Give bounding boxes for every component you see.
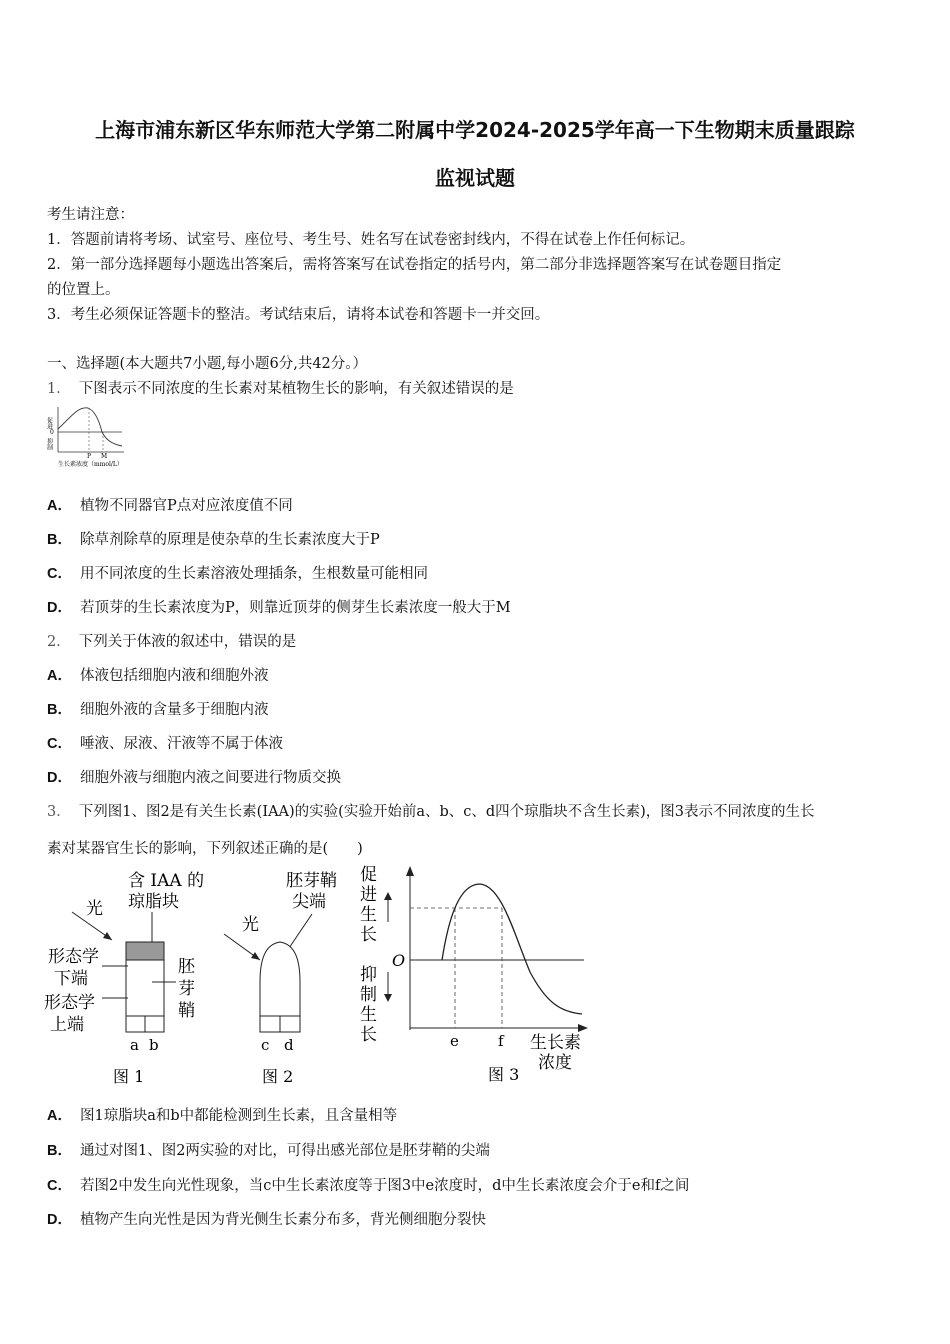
fig3-inhibit-1: 抑 [360,965,377,985]
question-2-text: 下列关于体液的叙述中，错误的是 [78,634,297,650]
fig3-inhibit-2: 制 [360,985,377,1005]
fig2-agar-block-c [260,1016,280,1032]
q1-option-d-text: 若顶芽的生长素浓度为P，则靠近顶芽的侧芽生长素浓度一般大于M [79,600,511,616]
fig2-label-c: c [261,1036,270,1054]
q2-option-d-text: 细胞外液与细胞内液之间要进行物质交换 [79,770,341,786]
q3-option-b[interactable] [47,1139,490,1160]
fig1-caption: 图 1 [113,1067,145,1086]
fig1-coleoptile-char-1: 胚 [178,957,195,977]
fig1-coleoptile-char-3: 鞘 [178,1001,195,1021]
fig2-light-label: 光 [242,915,259,935]
exam-title-line1: 上海市浦东新区华东师范大学第二附属中学2024-2025学年高一下生物期末质量跟踪 [95,118,855,142]
q1-xlabel: 生长素浓度（mmol/L） [58,461,123,468]
fig1-light-arrowhead [103,932,112,940]
fig2-agar-block-d [280,1016,300,1032]
fig1-iaa-label-1: 含 IAA 的 [128,871,205,891]
fig1-morph-upper-2: 上端 [50,1015,84,1035]
q2-option-a[interactable] [47,664,268,685]
notice-heading: 考生请注意： [47,207,134,223]
fig3-inhibit-3: 生 [360,1005,377,1025]
fig3-xlabel-1: 生长素 [530,1033,581,1053]
q1-option-c-text: 用不同浓度的生长素溶液处理插条，生根数量可能相同 [79,566,428,582]
q1-option-a-key: A． [47,498,72,514]
q3-option-b-text: 通过对图1、图2两实验的对比，可得出感光部位是胚芽鞘的尖端 [79,1143,490,1159]
fig3-y-arrowhead [406,866,414,876]
fig3-response-curve [442,884,582,1014]
figure-1 [44,871,204,1086]
fig1-morph-lower-2: 下端 [54,969,88,989]
fig3-label-e: e [450,1032,459,1050]
fig3-inhibit-4: 长 [360,1025,377,1045]
q2-option-c[interactable] [47,732,283,753]
q3-option-d-text: 植物产生向光性是因为背光侧生长素分布多，背光侧细胞分裂快 [79,1212,486,1228]
notice-item-2a: 2．第一部分选择题每小题选出答案后，需将答案写在试卷指定的括号内，第二部分非选择题答案写在试卷题目指定 [47,257,782,273]
q1-ylabel-zero: 0 [50,429,54,436]
q2-option-a-text: 体液包括细胞内液和细胞外液 [79,668,269,684]
q3-option-c-key: C． [47,1178,72,1194]
q2-option-b-key: B． [47,702,72,718]
question-2-stem [47,630,296,651]
q3-option-d[interactable] [47,1208,486,1229]
fig3-promote-2: 进 [360,885,377,905]
question-3-stem-line1 [47,800,815,821]
fig1-agar-block-a [126,1016,145,1032]
fig3-x-arrowhead [578,1024,588,1032]
q1-option-a-text: 植物不同器官P点对应浓度值不同 [79,498,293,514]
q1-option-b-text: 除草剂除草的原理是使杂草的生长素浓度大于P [79,532,380,548]
question-1-text: 下图表示不同浓度的生长素对某植物生长的影响，有关叙述错误的是 [78,381,514,397]
question-2-number: 2． [47,634,71,650]
fig1-morph-upper-1: 形态学 [44,993,95,1013]
q1-option-b[interactable] [47,528,380,549]
q1-option-c[interactable] [47,562,428,583]
question-1-number: 1． [47,381,71,397]
fig1-light-label: 光 [86,899,103,919]
fig3-promote-1: 促 [360,865,377,885]
q2-option-b-text: 细胞外液的含量多于细胞内液 [79,702,269,718]
fig1-morph-lower-1: 形态学 [48,947,99,967]
q3-option-a[interactable] [47,1104,397,1125]
q1-p-label: P [87,453,92,460]
fig1-coleoptile-char-2: 芽 [178,979,195,999]
fig3-promote-arrowhead [384,892,392,900]
question-3-number: 3． [47,804,71,820]
q1-ylabel-inhibit: 抑制 [45,438,53,450]
fig3-label-f: f [498,1032,504,1050]
q2-option-c-text: 唾液、尿液、汗液等不属于体液 [79,736,283,752]
fig3-origin-label: O [392,951,406,970]
q3-option-c-text: 若图2中发生向光性现象，当c中生长素浓度等于图3中e浓度时，d中生长素浓度会介于e和f之间 [79,1178,690,1194]
notice-item-3: 3．考生必须保证答题卡的整洁。考试结束后，请将本试卷和答题卡一并交回。 [47,307,550,323]
q3-option-a-key: A． [47,1108,72,1124]
q1-option-d-key: D． [47,600,72,616]
q2-option-d[interactable] [47,766,341,787]
q1-response-curve [58,408,122,446]
fig2-coleoptile [260,942,300,1016]
fig2-light-arrowhead [251,952,260,960]
question-3-stem-line2: 素对某器官生长的影响，下列叙述正确的是( ) [47,841,363,857]
q2-option-b[interactable] [47,698,268,719]
q1-ylabel-promote: 促进 [45,417,53,429]
question-1-figure [44,404,144,470]
figure-2 [224,871,337,1086]
notice-item-2b: 的位置上。 [47,282,120,298]
q3-option-d-key: D． [47,1212,72,1228]
exam-title-line2: 监视试题 [435,166,515,190]
fig3-xlabel-2: 浓度 [538,1053,572,1073]
q2-option-c-key: C． [47,736,72,752]
fig3-inhibit-arrowhead [384,994,392,1002]
fig3-promote-4: 长 [360,925,377,945]
question-3-text-1: 下列图1、图2是有关生长素(IAA)的实验(实验开始前a、b、c、d四个琼脂块不含生长素)，图3表示不同浓度的生长 [78,804,815,820]
section-heading: 一、选择题(本大题共7小题,每小题6分,共42分。） [47,356,368,372]
q1-option-c-key: C． [47,566,72,582]
fig3-promote-3: 生 [360,905,377,925]
fig2-label-d: d [284,1036,294,1054]
figure-3 [360,865,588,1084]
fig2-tip-label-1: 胚芽鞘 [286,871,337,891]
fig1-label-b: b [149,1036,159,1054]
q1-option-a[interactable] [47,494,293,515]
question-1-stem [47,377,514,398]
q1-option-d[interactable] [47,596,511,617]
q3-option-c[interactable] [47,1174,689,1195]
notice-item-1: 1．答题前请将考场、试室号、座位号、考生号、姓名写在试卷密封线内，不得在试卷上作任何标记。 [47,232,695,248]
fig1-iaa-label-2: 琼脂块 [128,892,179,912]
q2-option-a-key: A． [47,668,72,684]
fig3-caption: 图 3 [488,1065,520,1084]
q2-option-d-key: D． [47,770,72,786]
q1-option-b-key: B． [47,532,72,548]
fig1-coleoptile-segment [126,960,164,1016]
fig2-caption: 图 2 [262,1067,294,1086]
fig1-agar-block-b [145,1016,164,1032]
q3-option-b-key: B． [47,1143,72,1159]
q1-m-label: M [101,453,108,460]
fig1-label-a: a [130,1036,139,1054]
q3-option-a-text: 图1琼脂块a和b中都能检测到生长素，且含量相等 [79,1108,398,1124]
question-3-figures [40,862,600,1092]
fig2-tip-label-2: 尖端 [292,892,326,912]
fig1-iaa-block [126,942,164,960]
